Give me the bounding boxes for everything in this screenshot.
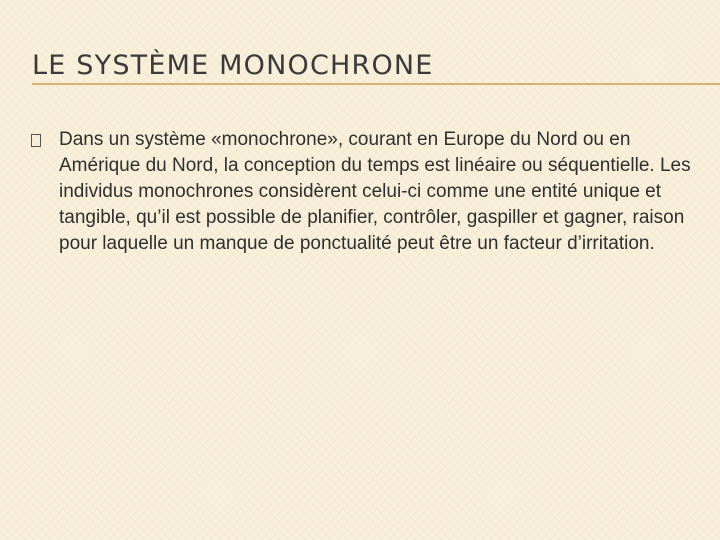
slide-title: LE SYSTÈME MONOCHRONE (32, 50, 434, 81)
bullet-text: Dans un système «monochrone», courant en Europe du Nord ou en Amérique du Nord, la conception du temps est linéaire ou séquentielle. Les individus monochrones considèrent celui-ci comme une entité unique et tangible, qu’il est possible de planifier, contrôler, gaspiller et gagner, raison pour laquelle un manque de ponctualité peut être un facteur d’irritation. (59, 129, 691, 254)
box-bullet-icon (31, 134, 41, 147)
title-underline (32, 83, 720, 85)
bullet-item (30, 127, 692, 257)
slide-content (30, 127, 692, 257)
